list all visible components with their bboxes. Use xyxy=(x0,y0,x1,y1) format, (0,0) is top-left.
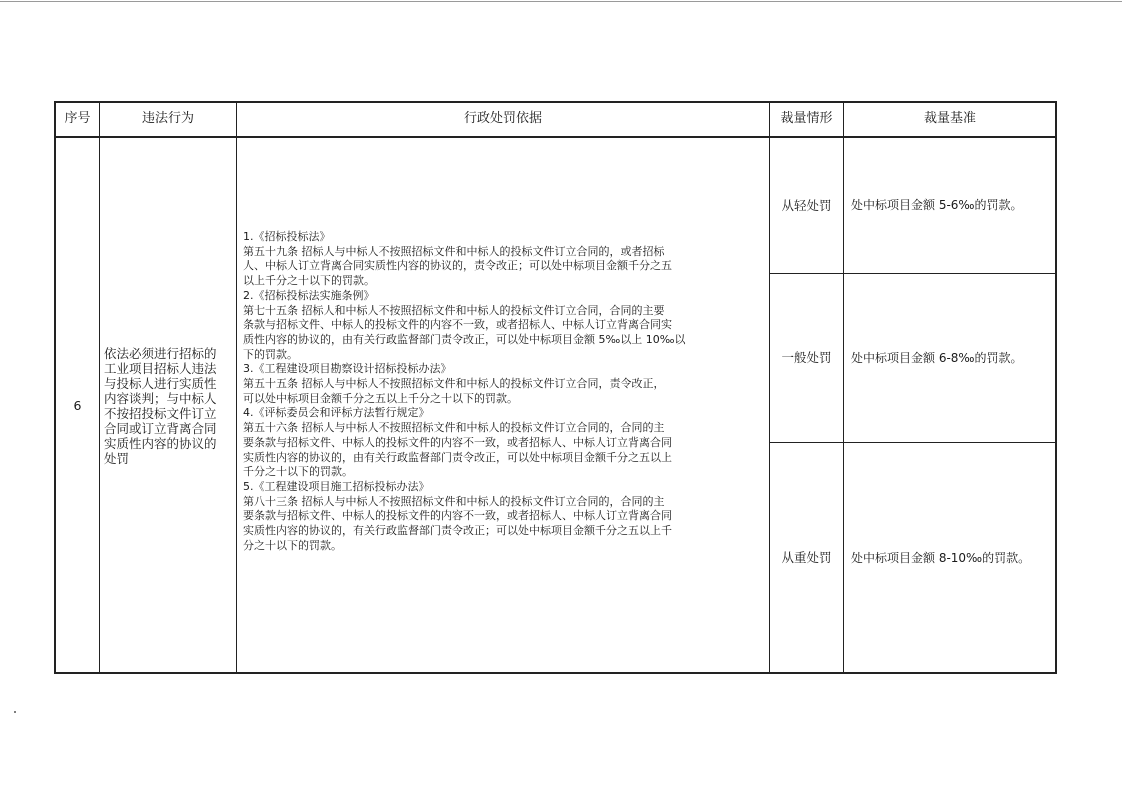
basis-line: 人、中标人订立背离合同实质性内容的协议的，责令改正；可以处中标项目金额千分之五 xyxy=(243,259,672,273)
circumstance-general: 一般处罚 xyxy=(781,350,832,366)
header-violation: 违法行为 xyxy=(141,110,194,126)
header-no: 序号 xyxy=(64,110,91,126)
basis-line: 第五十六条 招标人与中标人不按照招标文件和中标人的投标文件订立合同的，合同的主 xyxy=(243,421,665,435)
basis-line: 质性内容的协议的，由有关行政监督部门责令改正，可以处中标项目金额 5‰以上 10‰以 xyxy=(243,332,686,346)
basis-line: 下的罚款。 xyxy=(243,347,298,361)
scan-edge-line xyxy=(0,1,1122,2)
circumstance-lenient: 从轻处罚 xyxy=(781,197,832,213)
basis-line: 2.《招标投标法实施条例》 xyxy=(243,288,375,302)
basis-line: 3.《工程建设项目勘察设计招标投标办法》 xyxy=(243,362,452,376)
basis-line: 可以处中标项目金额千分之五以上千分之十以下的罚款。 xyxy=(243,391,518,405)
scan-speck xyxy=(14,711,16,713)
basis-line: 4.《评标委员会和评标方法暂行规定》 xyxy=(243,406,430,420)
standard-severe: 处中标项目金额 8-10‰的罚款。 xyxy=(851,550,1031,565)
standard-lenient: 处中标项目金额 5-6‰的罚款。 xyxy=(851,198,1023,212)
violation-description: 依法必须进行招标的 工业项目招标人违法 与投标人进行实质性 内容谈判；与中标人 不按招投标文件订立 合同或订立背离合同 实质性内容的协议的 处罚 xyxy=(104,345,217,466)
basis-line: 5.《工程建设项目施工招标投标办法》 xyxy=(243,479,430,493)
header-standard: 裁量基准 xyxy=(923,110,976,126)
basis-line: 第五十九条 招标人与中标人不按照招标文件和中标人的投标文件订立合同的，或者招标 xyxy=(243,244,665,258)
col-divider xyxy=(236,102,237,674)
header-circumstance: 裁量情形 xyxy=(780,110,833,126)
basis-line: 第八十三条 招标人与中标人不按照招标文件和中标人的投标文件订立合同的，合同的主 xyxy=(243,494,665,508)
basis-line: 要条款与招标文件、中标人的投标文件的内容不一致，或者招标人、中标人订立背离合同 xyxy=(243,509,672,523)
basis-line: 第七十五条 招标人和中标人不按照招标文件和中标人的投标文件订立合同，合同的主要 xyxy=(243,303,665,317)
circumstance-severe: 从重处罚 xyxy=(781,550,832,566)
basis-line: 分之十以下的罚款。 xyxy=(243,538,342,552)
row-number: 6 xyxy=(73,397,82,413)
basis-line: 要条款与招标文件、中标人的投标文件的内容不一致，或者招标人、中标人订立背离合同 xyxy=(243,435,672,449)
basis-line: 第五十五条 招标人与中标人不按照招标文件和中标人的投标文件订立合同，责令改正， xyxy=(243,377,665,391)
basis-line: 实质性内容的协议的，有关行政监督部门责令改正；可以处中标项目金额千分之五以上千 xyxy=(243,524,672,538)
basis-line: 1.《招标投标法》 xyxy=(243,230,331,243)
legal-basis-text xyxy=(243,230,763,553)
standard-general: 处中标项目金额 6-8‰的罚款。 xyxy=(851,350,1023,365)
header-basis: 行政处罚依据 xyxy=(463,110,542,126)
basis-line: 千分之十以下的罚款。 xyxy=(243,465,353,479)
basis-line: 以上千分之十以下的罚款。 xyxy=(243,274,375,288)
basis-line: 实质性内容的协议的，由有关行政监督部门责令改正，可以处中标项目金额千分之五以上 xyxy=(243,450,672,464)
basis-line: 条款与招标文件、中标人的投标文件的内容不一致，或者招标人、中标人订立背离合同实 xyxy=(243,318,672,332)
